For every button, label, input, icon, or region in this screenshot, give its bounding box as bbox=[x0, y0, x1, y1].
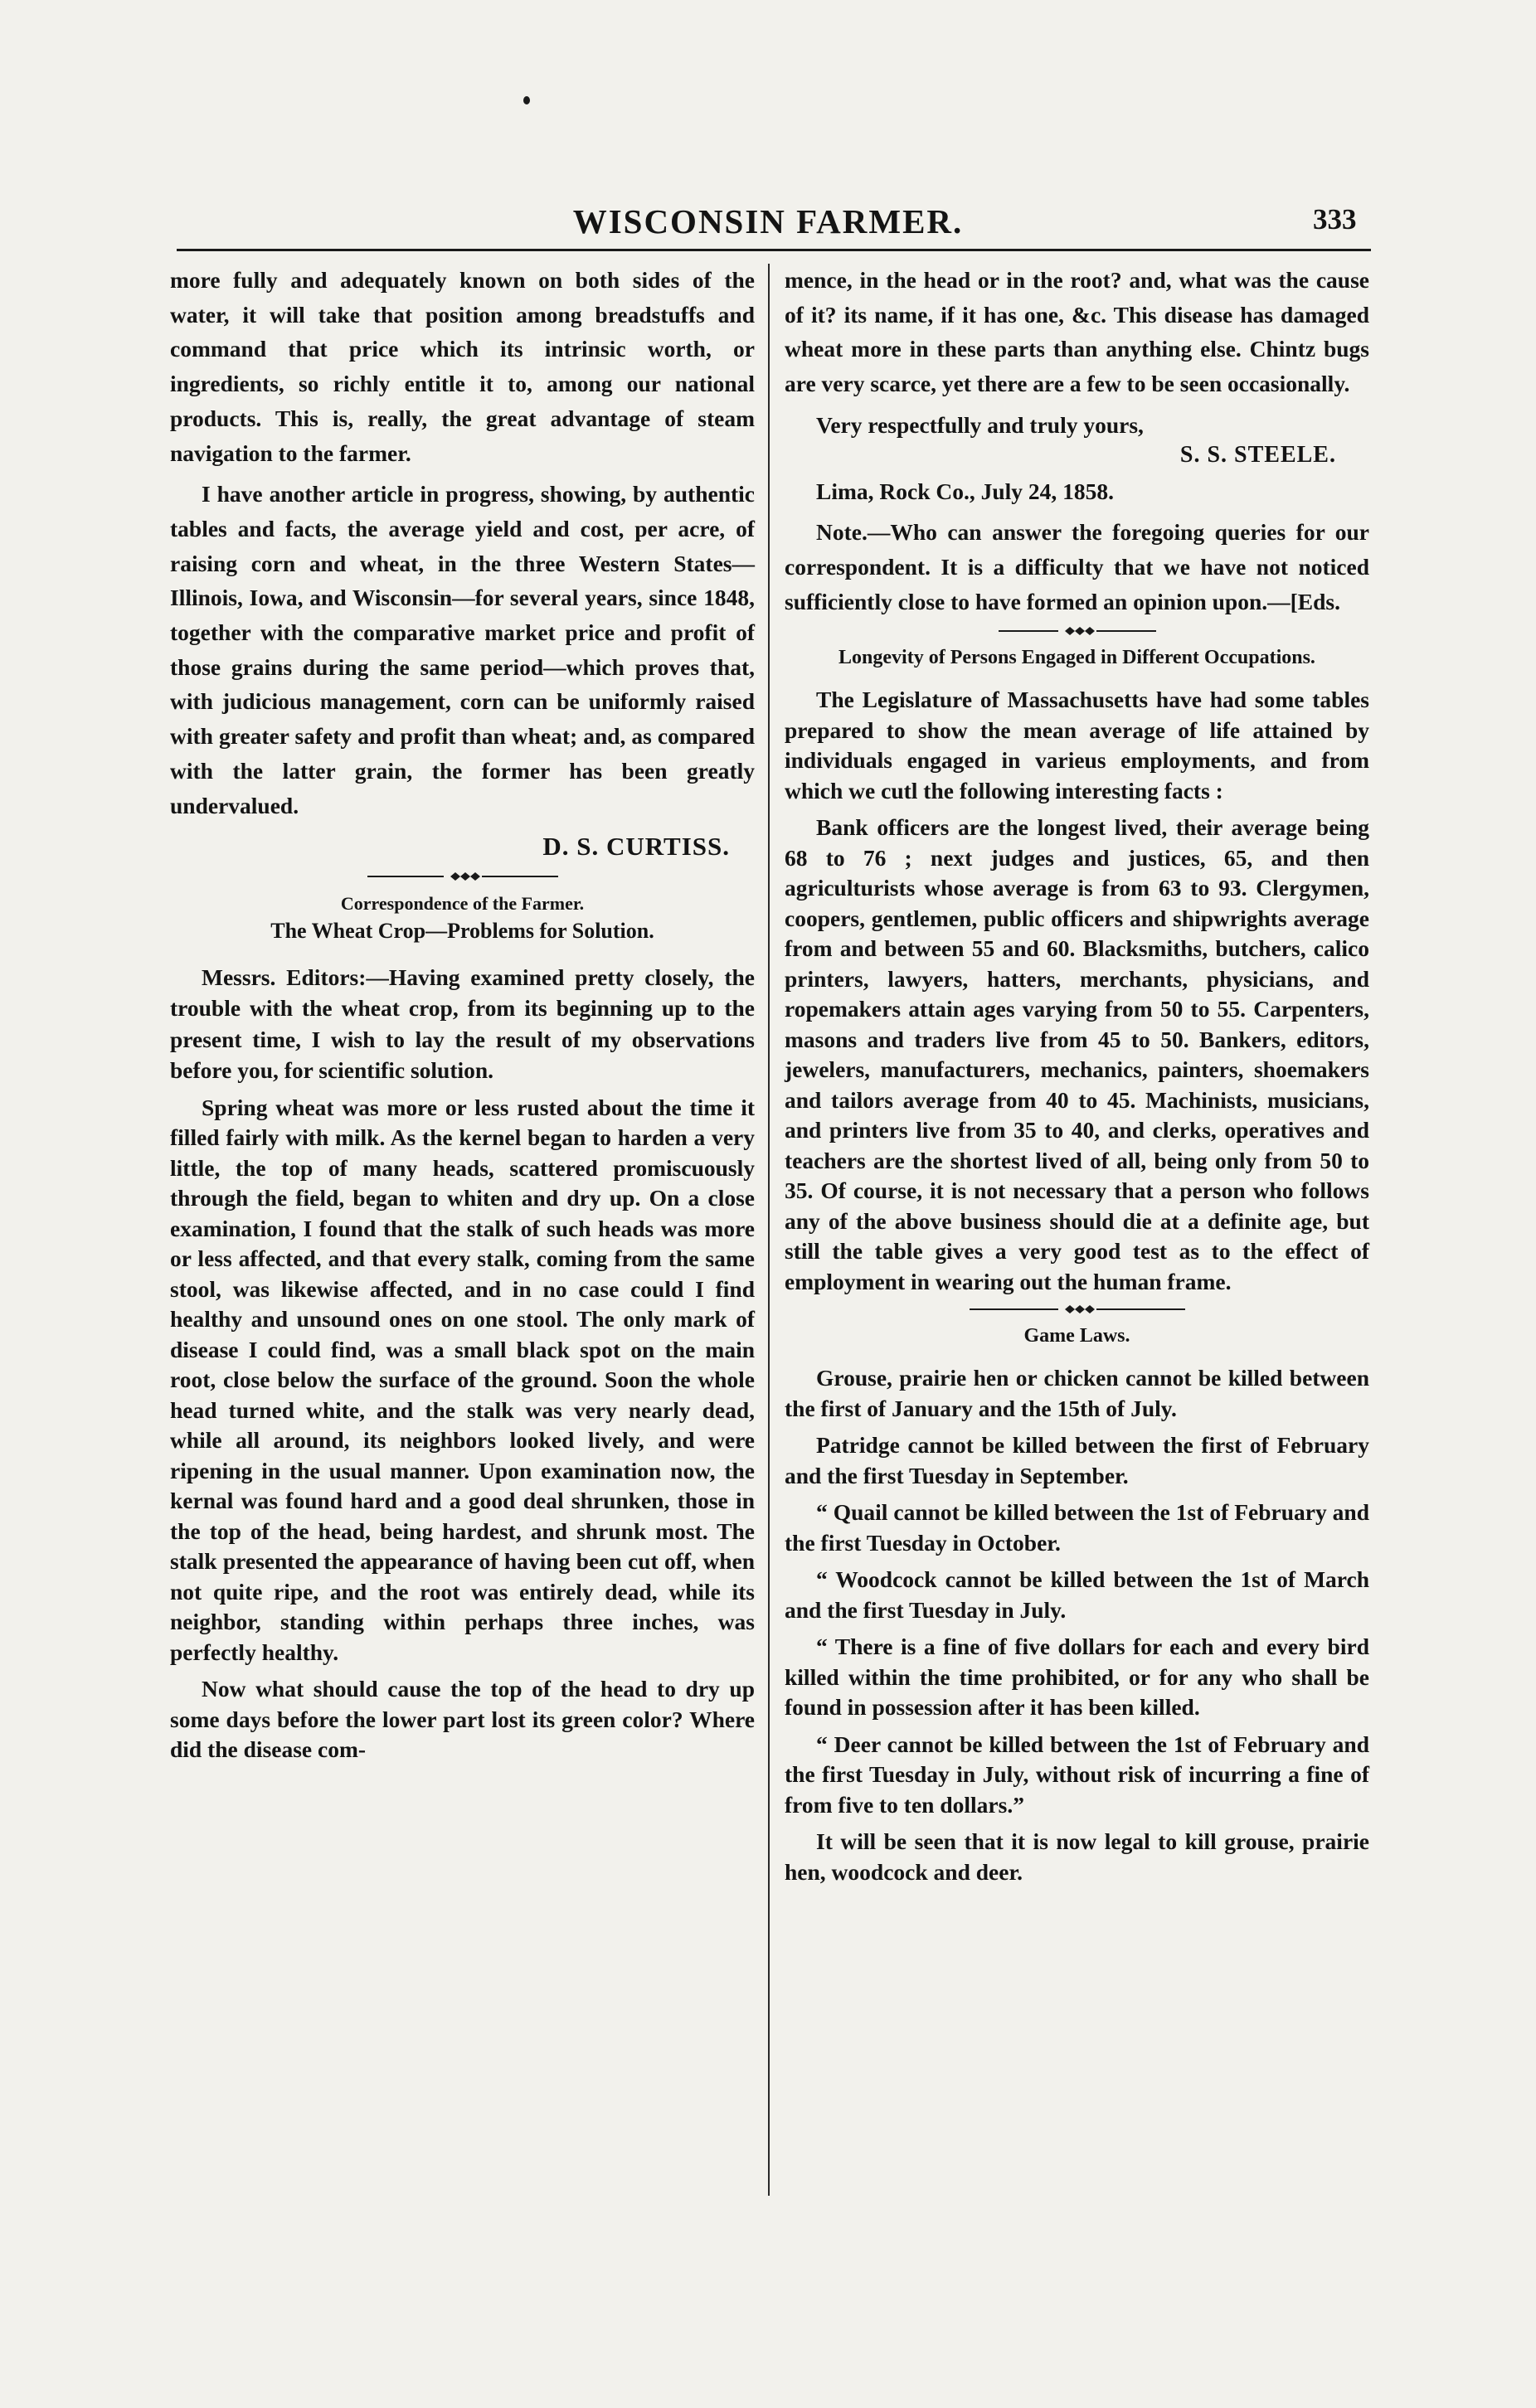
paragraph: Now what should cause the top of the head to dry up some days before the lower part lost its green color? Where did the disease com- bbox=[170, 1676, 755, 1763]
ink-speck bbox=[523, 96, 530, 104]
page-title: WISCONSIN FARMER. bbox=[572, 202, 964, 240]
article-heading: Longevity of Persons Engaged in Different Occupations. bbox=[838, 647, 1315, 669]
section-ornament bbox=[999, 625, 1156, 637]
paragraph: “ Woodcock cannot be killed between the 1st of March and the first Tuesday in July. bbox=[785, 1566, 1369, 1623]
article-heading: Game Laws. bbox=[1023, 1325, 1130, 1347]
right-column bbox=[785, 263, 1369, 1894]
paragraph: Patridge cannot be killed between the first of February and the first Tuesday in September. bbox=[785, 1432, 1369, 1488]
paragraph: Spring wheat was more or less rusted about the time it filled fairly with milk. As the kernel began to harden a very little, the top of many heads, scattered promiscuously through the field, began to whiten and dry up. On a close examination, I found that the stalk of such heads was more or less affected, and that every stalk, coming from the same stool, was likewise affected, and in no case could I find healthy and unsound ones on one stool. The only mark of disease I could find, was a small black spot on the main root, close below the surface of the ground. Soon the whole head turned white, and the stalk was very nearly dead, while all around, its neighbors looked lively, and were ripening in the usual manner. Upon examination now, the kernal was found hard and a good deal shrunken, those in the top of the head, being hardest, and shrunk most. The stalk presented the appearance of having been cut off, when not quite ripe, and the root was entirely dead, while its neighbor, standing within perhaps three inches, was perfectly healthy. bbox=[170, 1094, 755, 1665]
header-rule bbox=[177, 249, 1371, 251]
left-column bbox=[170, 263, 755, 1772]
closing-line: Very respectfully and truly yours, bbox=[816, 411, 1144, 438]
editor-note: Note.—Who can answer the foregoing queries for our correspondent. It is a difficulty that we have not noticed sufficiently close to have formed an opinion upon.—[Eds. bbox=[785, 519, 1369, 614]
paragraph: Bank officers are the longest lived, their average being 68 to 76 ; next judges and justices, 65, and then agriculturists whose average is from 63 to 93. Clergymen, coopers, gentlemen, public officers and shipwrights average from and between 55 and 60. Blacksmiths, butchers, calico printers, lawyers, hatters, merchants, physicians, and ropemakers attain ages varying from 50 to 55. Carpenters, masons and traders live from 45 to 50. Bankers, editors, jewelers, manufacturers, mechanics, painters, shoemakers and tailors average from 40 to 45. Machinists, musicians, and printers live from 35 to 40, and clerks, operatives and teachers are the shortest lived of all, being only from 50 to 35. Of course, it is not necessary that a person who follows any of the above business should die at a definite age, but still the table gives a very good test as to the effect of employment in wearing out the human frame. bbox=[785, 814, 1369, 1294]
dateline: Lima, Rock Co., July 24, 1858. bbox=[816, 478, 1115, 504]
paragraph: The Legislature of Massachusetts have had some tables prepared to show the mean average of life attained by individuals engaged in varieus employments, and from which we cutl the following interesting facts : bbox=[785, 687, 1369, 803]
page-number: 333 bbox=[1313, 203, 1357, 235]
column-divider bbox=[768, 264, 770, 2196]
paragraph: “ Quail cannot be killed between the 1st of February and the first Tuesday in October. bbox=[785, 1499, 1369, 1556]
paragraph: I have another article in progress, showing, by authentic tables and facts, the average yield and cost, per acre, of raising corn and wheat, in the three Western States—Illinois, Iowa, and Wisconsin—for several years, since 1848, together with the comparative market price and profit of those grains during the same period—which proves that, with judicious management, corn can be uniformly raised with greater safety and profit than wheat; and, as compared with the latter grain, the former has been greatly undervalued. bbox=[170, 481, 755, 818]
paragraph: mence, in the head or in the root? and, what was the cause of it? its name, if it has one, &c. This disease has damaged wheat more in these parts than anything else. Chintz bugs are very scarce, yet there are a few to be seen occasionally. bbox=[785, 267, 1369, 397]
paragraph: more fully and adequately known on both sides of the water, it will take that position among breadstuffs and command that price which its intrinsic worth, or ingredients, so richly entitle it to, among our national products. This is, really, the great advantage of steam navigation to the farmer. bbox=[170, 267, 755, 466]
correspondence-label: Correspondence of the Farmer. bbox=[340, 892, 585, 914]
paragraph: Grouse, prairie hen or chicken cannot be killed between the first of January and the 15th of July. bbox=[785, 1365, 1369, 1421]
author-signature: S. S. STEELE. bbox=[1179, 441, 1336, 468]
author-signature: D. S. CURTISS. bbox=[542, 832, 730, 862]
paragraph: It will be seen that it is now legal to kill grouse, prairie hen, woodcock and deer. bbox=[785, 1828, 1369, 1885]
article-heading: The Wheat Crop—Problems for Solution. bbox=[270, 918, 654, 943]
paragraph: “ There is a fine of five dollars for each and every bird killed within the time prohibited, or for any who shall be found in possession after it has been killed. bbox=[785, 1634, 1369, 1721]
paragraph: “ Deer cannot be killed between the 1st of February and the first Tuesday in July, without risk of incurring a fine of from five to ten dollars.” bbox=[785, 1731, 1369, 1818]
section-ornament bbox=[367, 871, 558, 882]
paragraph: Messrs. Editors:—Having examined pretty closely, the trouble with the wheat crop, from its beginning up to the present time, I wish to lay the result of my observations before you, for scientific solution. bbox=[170, 964, 755, 1084]
section-ornament bbox=[970, 1304, 1185, 1315]
